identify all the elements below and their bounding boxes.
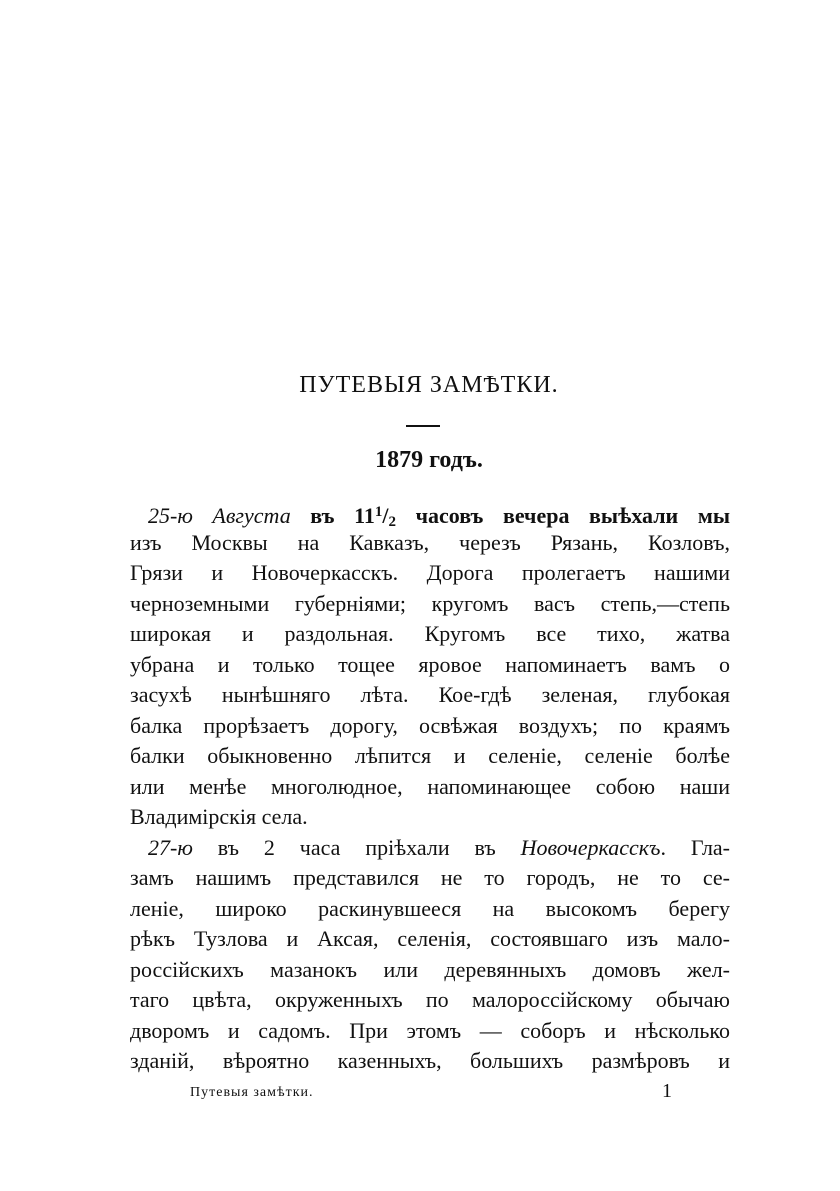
text-line: засухѣ нынѣшняго лѣта. Кое-гдѣ зеленая, глубокая <box>130 682 730 707</box>
text-line: Грязи и Новочеркасскъ. Дорога пролегаетъ нашими <box>130 560 730 585</box>
paragraph-2-line-1: 27-ю въ 2 часа пріѣхали въ Новочеркасскъ. Гла- <box>148 834 731 860</box>
text-line: широкая и раздольная. Кругомъ все тихо, жатва <box>130 621 730 646</box>
text-line: балки обыкновенно лѣпится и селеніе, селеніе болѣе <box>130 743 730 768</box>
text-line: зданій, вѣроятно казенныхъ, большихъ размѣровъ и <box>130 1048 730 1073</box>
title-divider <box>406 425 440 427</box>
text-line: замъ нашимъ представился не то городъ, не то се- <box>130 865 730 890</box>
text-line: рѣкъ Тузлова и Аксая, селенія, состоявшаго изъ мало- <box>130 926 730 951</box>
document-title: ПУТЕВЫЯ ЗАМѢТКИ. <box>299 372 559 398</box>
text-line: изъ Москвы на Кавказъ, черезъ Рязань, Козловъ, <box>130 529 730 555</box>
text-line: Владимірскія села. <box>130 804 308 829</box>
paragraph-1-line-1: 25-ю Августа въ $11^1/2$ часовъ вечера выѣхали мы <box>148 503 730 530</box>
text-line: убрана и только тощее яровое напоминаетъ вамъ о <box>130 651 730 677</box>
running-title: Путевыя замѣтки. <box>190 1085 314 1100</box>
year-heading: 1879 годъ. <box>375 447 483 473</box>
text-line: таго цвѣта, окруженныхъ по малороссійскому обычаю <box>130 987 730 1012</box>
text-line: или менѣе многолюдное, напоминающее собою наши <box>130 773 730 799</box>
text-line: леніе, широко раскинувшееся на высокомъ берегу <box>130 895 730 921</box>
text-line: черноземными губерніями; кругомъ васъ степь,—степь <box>130 590 730 616</box>
date-27: 27-ю <box>148 834 193 860</box>
text-line: дворомъ и садомъ. При этомъ — соборъ и нѣсколько <box>130 1017 730 1043</box>
body-text <box>130 497 730 1077</box>
text-line: россійскихъ мазанокъ или деревянныхъ домовъ жел- <box>130 956 730 982</box>
text-line: балка прорѣзаетъ дорогу, освѣжая воздухъ; по краямъ <box>130 712 730 738</box>
date-august-25: 25-ю Августа <box>148 503 291 528</box>
signature-mark: 1 <box>662 1080 672 1102</box>
city-novocherkassk: Новочеркасскъ <box>520 834 661 860</box>
